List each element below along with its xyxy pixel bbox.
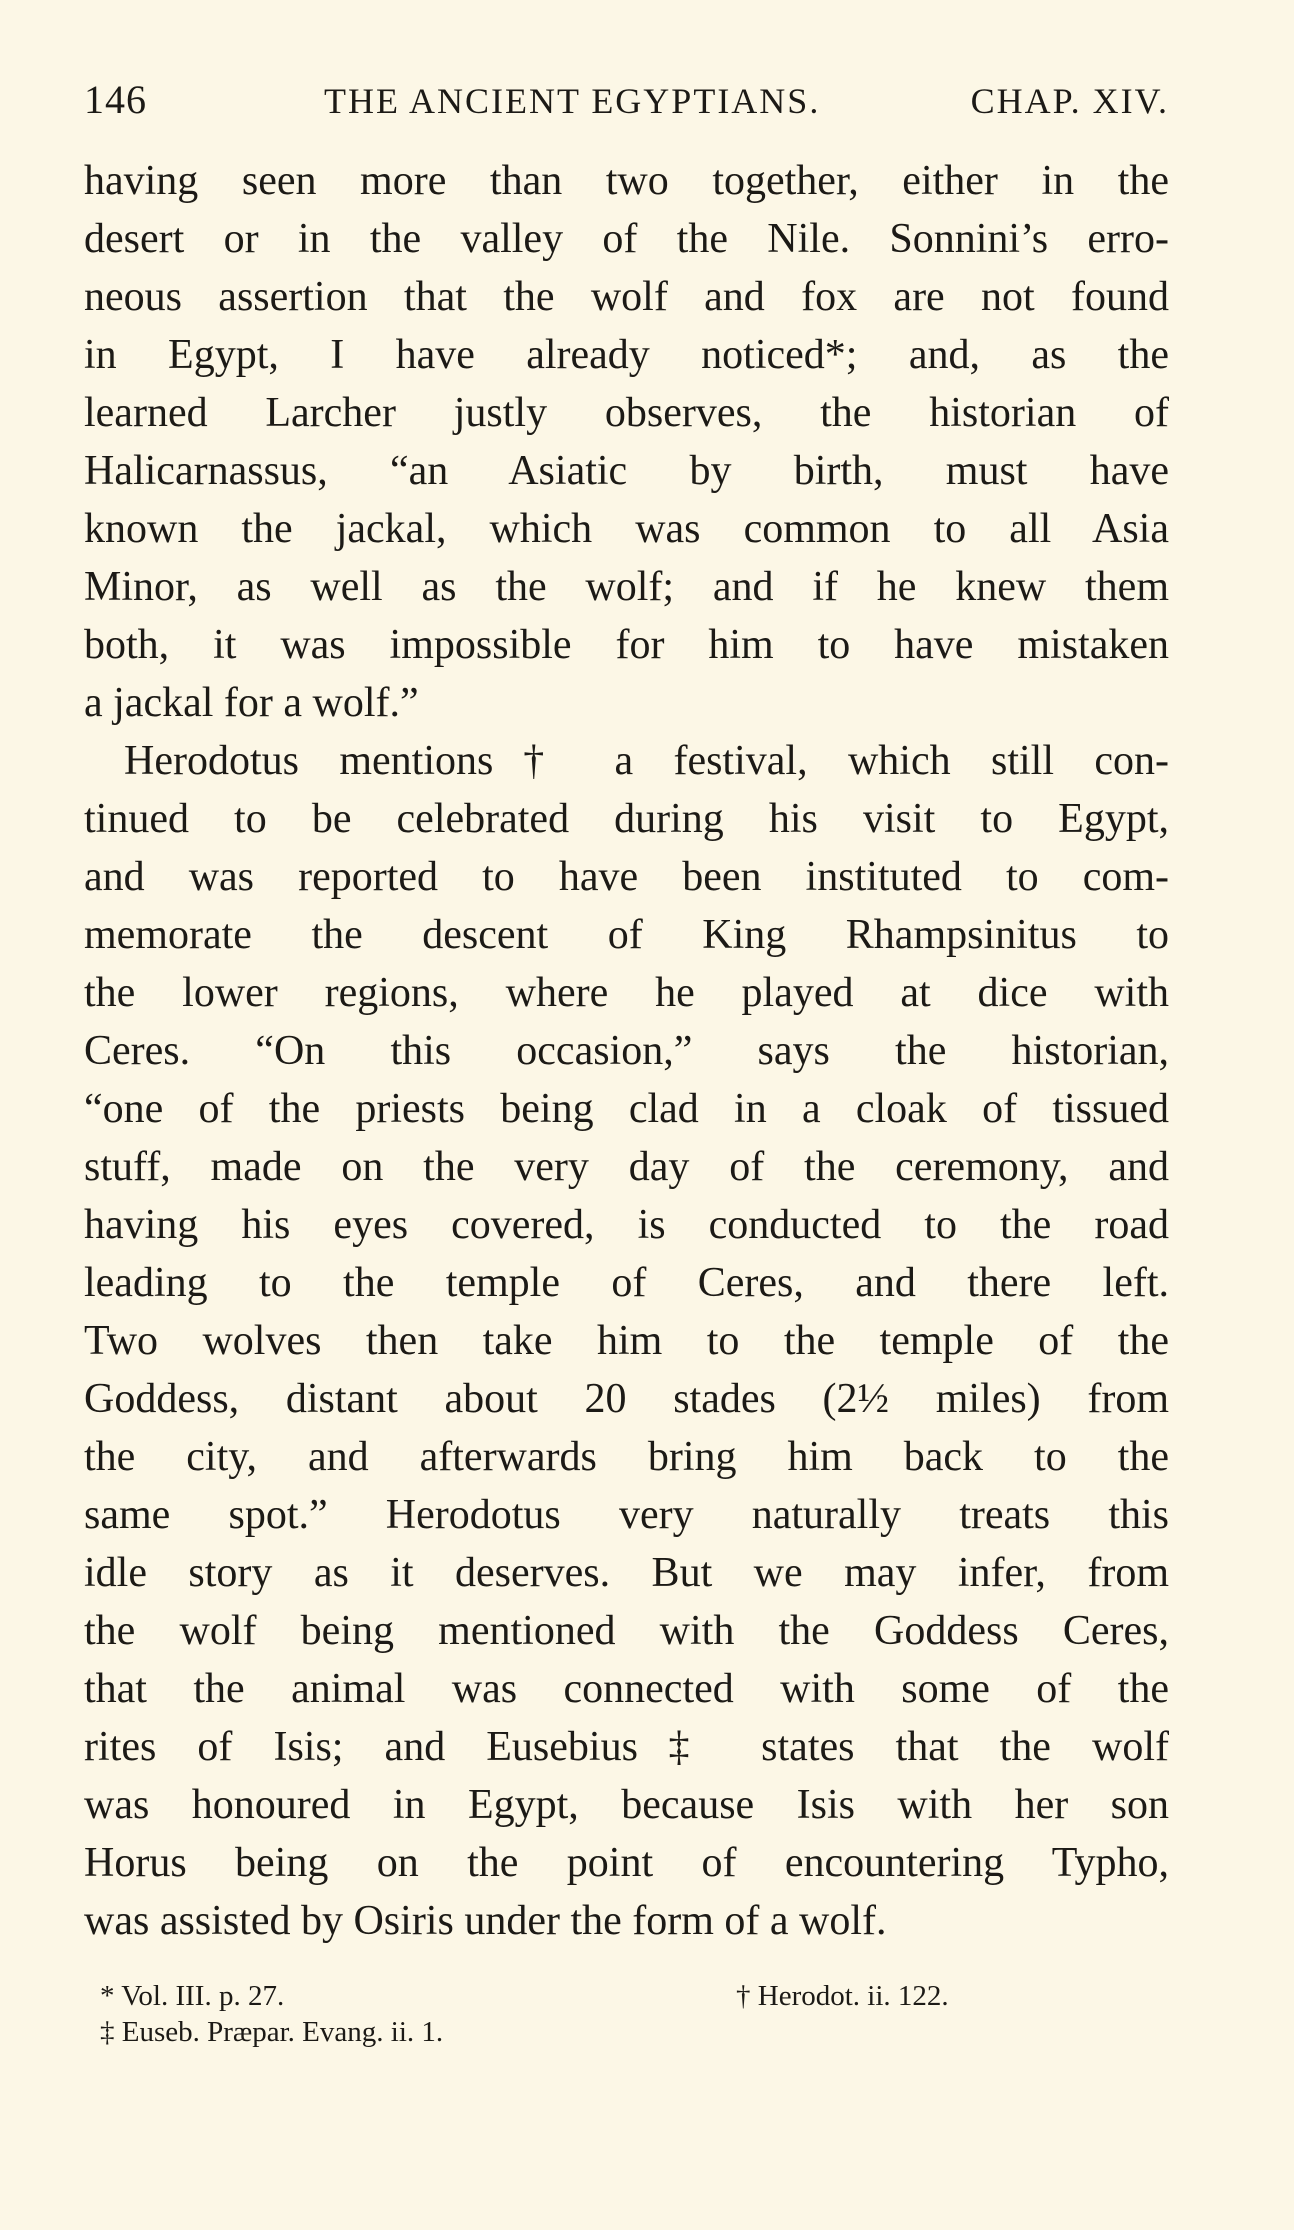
text-line: rites of Isis; and Eusebius‡ states that the wolf	[84, 1724, 1169, 1770]
text-line: memorate the descent of King Rhampsinitus to	[84, 912, 1169, 958]
text-line: “one of the priests being clad in a cloak of tissued	[84, 1086, 1169, 1132]
body-text	[84, 152, 1169, 1950]
text-line: the lower regions, where he played at dice with	[84, 970, 1169, 1016]
footnote-dagger: † Herodot. ii. 122.	[736, 1980, 949, 2012]
text-line: both, it was impossible for him to have mistaken	[84, 622, 1169, 668]
text-line: Two wolves then take him to the temple of the	[84, 1318, 1169, 1364]
text-line: having his eyes covered, is conducted to the road	[84, 1202, 1169, 1248]
running-header	[84, 76, 1169, 126]
text-line: Herodotus mentions† a festival, which still con-	[124, 738, 1169, 784]
footnote-star: * Vol. III. p. 27.	[100, 1980, 285, 2012]
text-line: Minor, as well as the wolf; and if he knew them	[84, 564, 1169, 610]
text-line: the wolf being mentioned with the Goddess Ceres,	[84, 1608, 1169, 1654]
text-line: leading to the temple of Ceres, and there left.	[84, 1260, 1169, 1306]
text-line: tinued to be celebrated during his visit to Egypt,	[84, 796, 1169, 842]
text-line: and was reported to have been instituted to com-	[84, 854, 1169, 900]
text-line: stuff, made on the very day of the ceremony, and	[84, 1144, 1169, 1190]
footnote-double-dagger: ‡ Euseb. Præpar. Evang. ii. 1.	[100, 2016, 444, 2048]
text-line: Ceres. “On this occasion,” says the historian,	[84, 1028, 1169, 1074]
text-line: idle story as it deserves. But we may infer, from	[84, 1550, 1169, 1596]
page-number: 146	[84, 77, 147, 122]
text-line: neous assertion that the wolf and fox are not found	[84, 274, 1169, 320]
text-line: that the animal was connected with some of the	[84, 1666, 1169, 1712]
text-line: was assisted by Osiris under the form of a wolf.	[84, 1898, 887, 1944]
text-line: same spot.” Herodotus very naturally treats this	[84, 1492, 1169, 1538]
text-line: desert or in the valley of the Nile. Sonnini’s erro-	[84, 216, 1169, 262]
text-line: Horus being on the point of encountering Typho,	[84, 1840, 1169, 1886]
running-title: THE ANCIENT EGYPTIANS.	[324, 81, 821, 121]
text-line: learned Larcher justly observes, the historian of	[84, 390, 1169, 436]
chapter-label: CHAP. XIV.	[970, 81, 1169, 121]
text-line: known the jackal, which was common to all Asia	[84, 506, 1169, 552]
text-line: the city, and afterwards bring him back to the	[84, 1434, 1169, 1480]
text-line: in Egypt, I have already noticed*; and, as the	[84, 332, 1169, 378]
text-line: Halicarnassus, “an Asiatic by birth, must have	[84, 448, 1169, 494]
text-line: Goddess, distant about 20 stades (2½ miles) from	[84, 1376, 1169, 1422]
text-line: a jackal for a wolf.”	[84, 680, 419, 726]
text-line: was honoured in Egypt, because Isis with her son	[84, 1782, 1169, 1828]
text-line: having seen more than two together, either in the	[84, 158, 1169, 204]
